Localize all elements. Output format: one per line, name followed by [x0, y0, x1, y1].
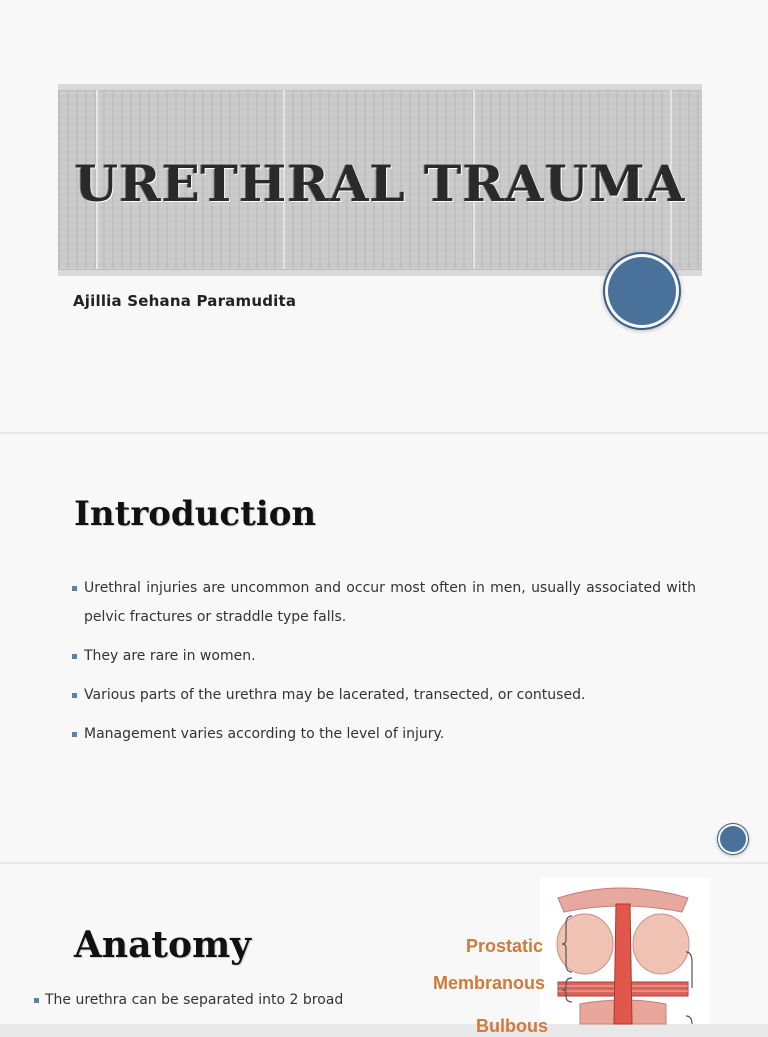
slide-heading: Anatomy — [74, 924, 252, 966]
introduction-slide — [0, 434, 768, 862]
bullet-square-icon — [72, 654, 77, 659]
bullet-square-icon — [72, 693, 77, 698]
bullet-square-icon — [72, 586, 77, 591]
title-slide — [0, 0, 768, 432]
label-membranous: Membranous — [433, 973, 546, 993]
bullet-text: Management varies according to the level of injury. — [84, 726, 445, 742]
bullet-item — [34, 992, 343, 1008]
banner-top-edge — [58, 84, 702, 91]
bullet-square-icon — [34, 998, 39, 1003]
decorative-circle-icon — [720, 826, 746, 852]
banner-bottom-edge — [58, 269, 702, 276]
bullet-list — [72, 574, 696, 759]
decorative-circle-icon — [608, 257, 676, 325]
label-prostatic: Prostatic — [466, 936, 544, 956]
anatomy-slide — [0, 864, 768, 1036]
presentation-title: URETHRAL TRAUMA — [74, 154, 686, 213]
bullet-square-icon — [72, 732, 77, 737]
bullet-text: They are rare in women. — [84, 648, 256, 664]
urethra-anatomy-figure — [430, 878, 710, 1036]
bullet-item — [72, 642, 696, 671]
author-name: Ajillia Sehana Paramudita — [73, 292, 297, 310]
title-banner — [58, 84, 702, 276]
bullet-text: Various parts of the urethra may be lacerated, transected, or contused. — [84, 687, 586, 703]
bullet-item — [72, 574, 696, 632]
bullet-text: The urethra can be separated into 2 broad — [45, 992, 344, 1008]
bullet-text: Urethral injuries are uncommon and occur most often in men, usually associated with pelvic fractures or straddle type falls. — [84, 580, 696, 625]
bullet-item — [72, 681, 696, 710]
label-bulbous: Bulbous — [476, 1016, 548, 1036]
bullet-item — [72, 720, 696, 749]
slide-heading: Introduction — [74, 494, 317, 534]
